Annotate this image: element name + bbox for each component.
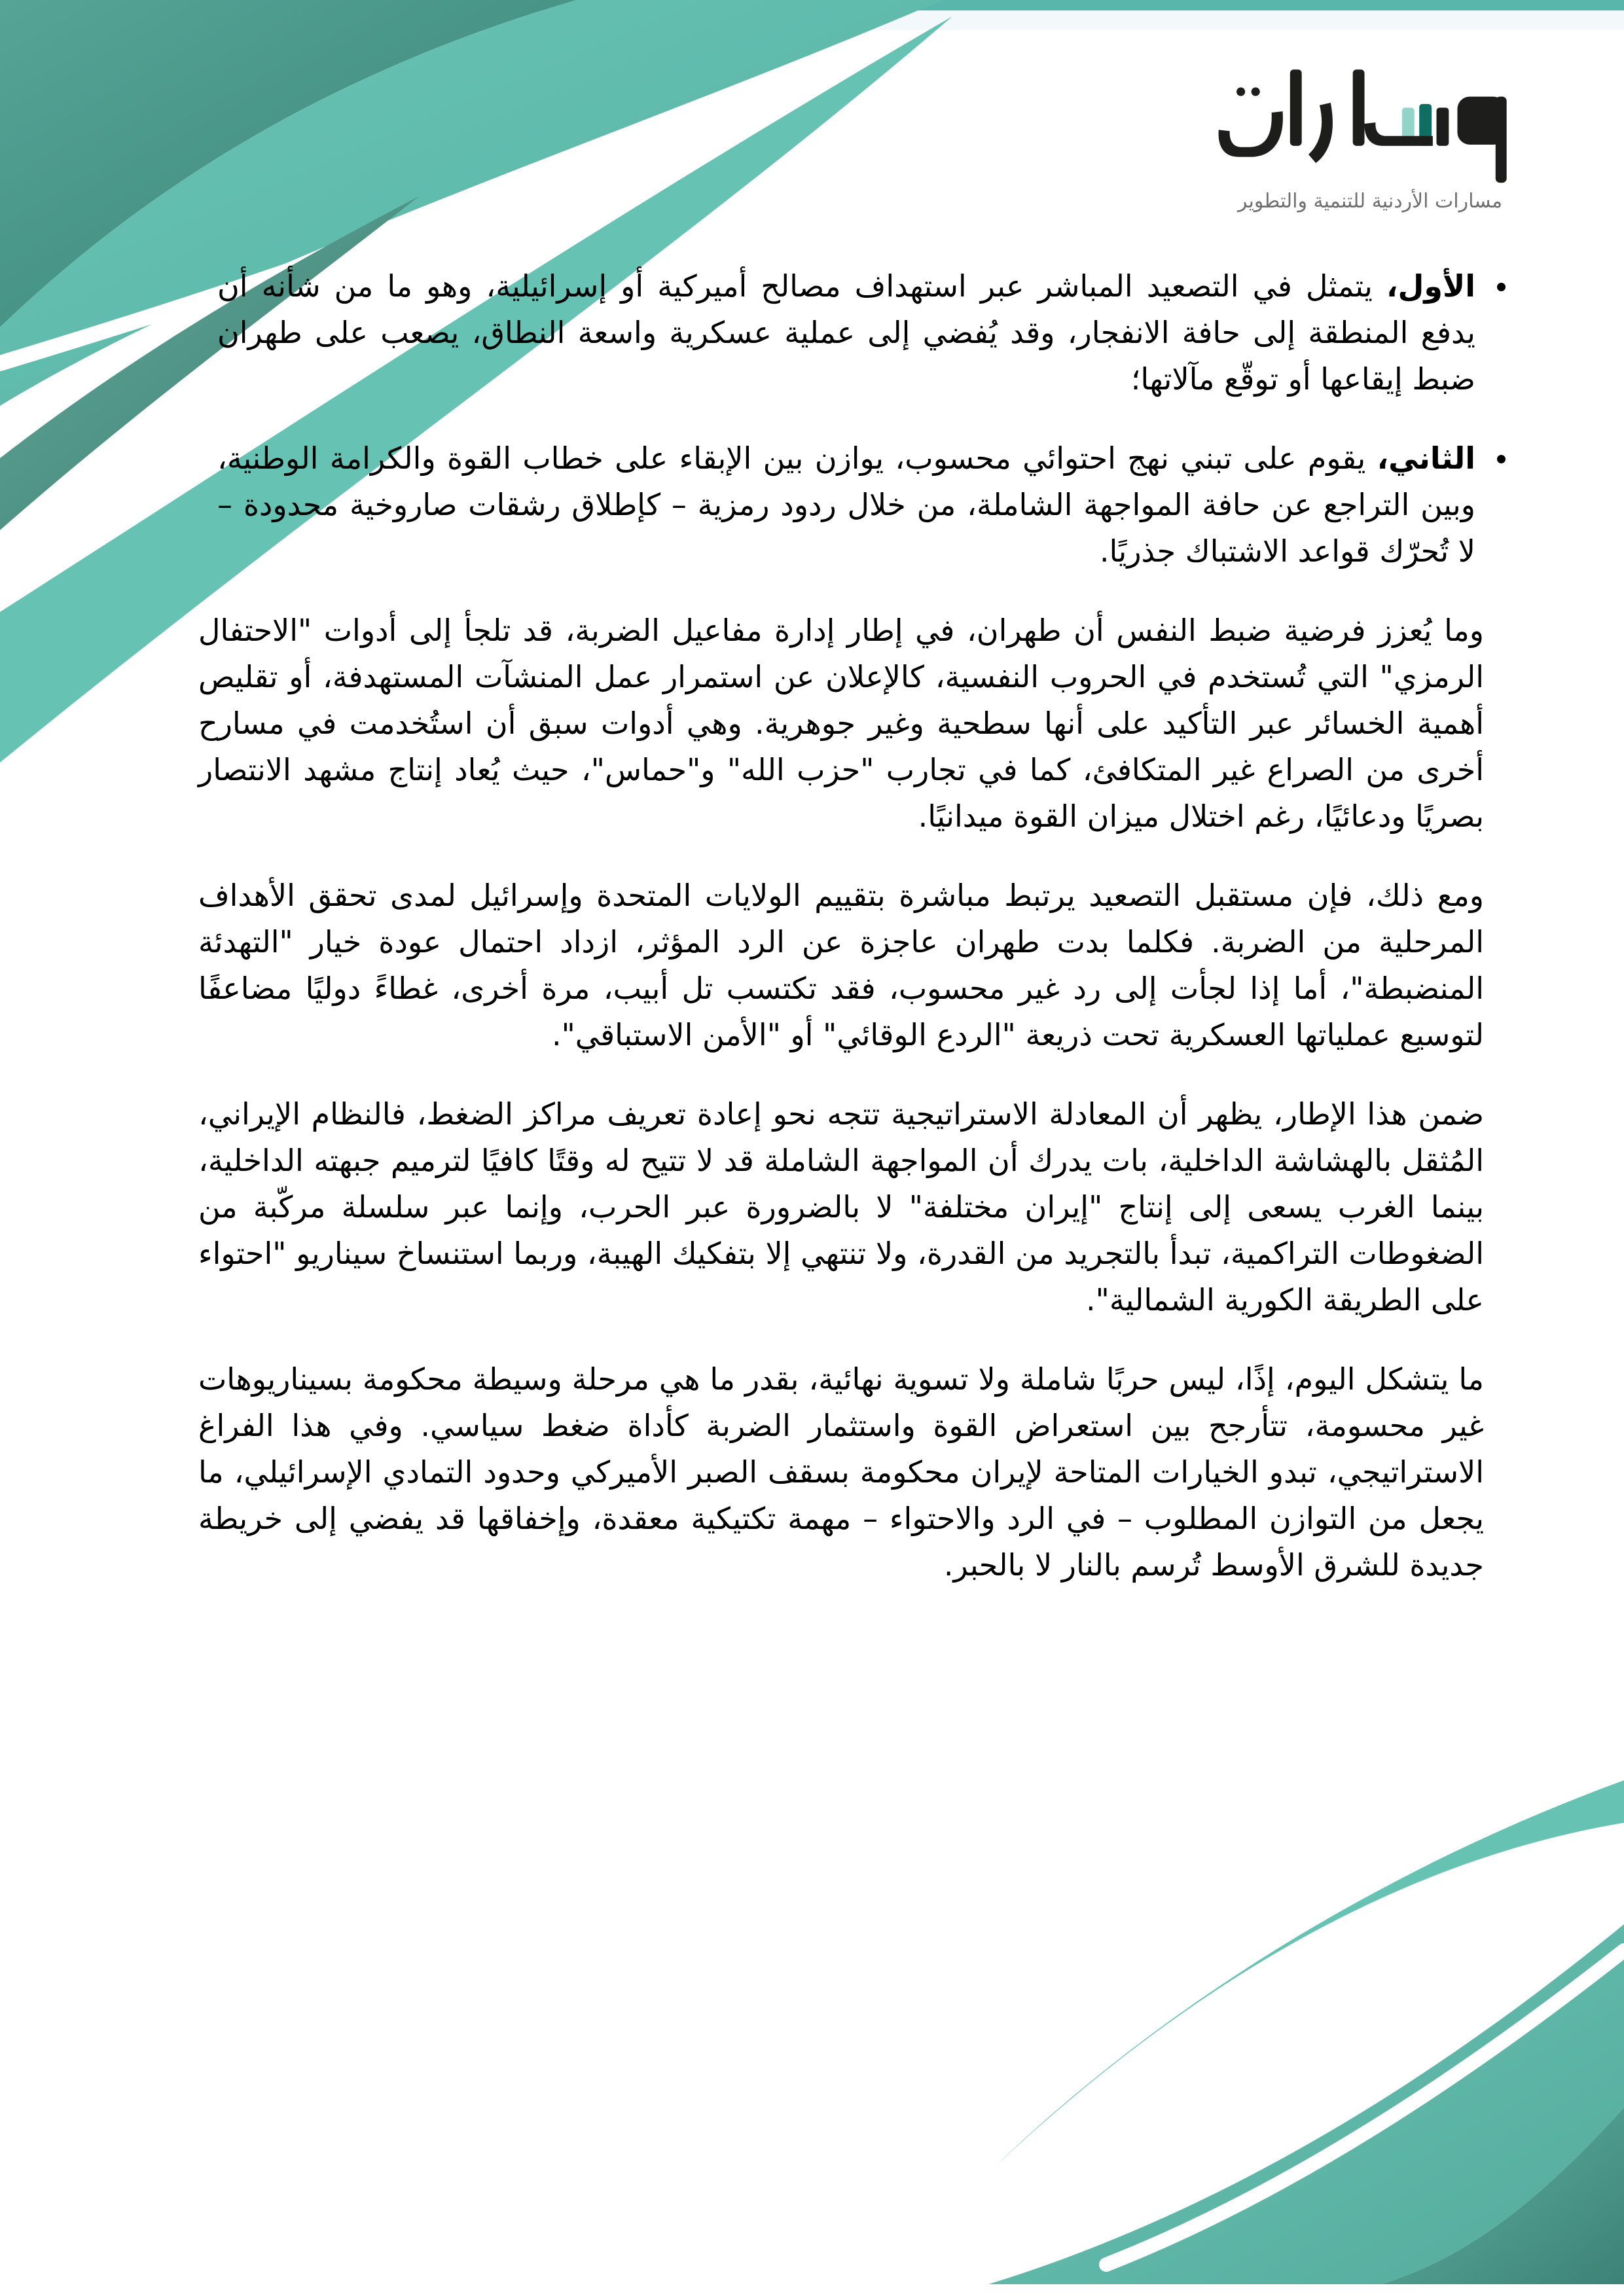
article-body bbox=[198, 263, 1484, 1621]
paragraph: ما يتشكل اليوم، إذًا، ليس حربًا شاملة ولا تسوية نهائية، بقدر ما هي مرحلة وسيطة محكومة بسيناريوهات غير محسومة، تتأرجح بين استعراض القوة واستثمار الضربة كأداة ضغط سياسي. وفي هذا الفراغ الاستراتيجي، تبدو الخيارات المتاحة لإيران محكومة بسقف الصبر الأميركي وحدود التمادي الإسرائيلي، ما يجعل من التوازن المطلوب – في الرد والاحتواء – مهمة تكتيكية معقدة، وإخفاقها قد يفضي إلى خريطة جديدة للشرق الأوسط تُرسم بالنار لا بالحبر. bbox=[198, 1361, 1484, 1583]
masarat-wordmark-icon bbox=[1216, 30, 1524, 196]
bullet-lead: الثاني، bbox=[1377, 440, 1475, 476]
bullet-lead: الأول، bbox=[1386, 268, 1475, 304]
bottom-right-swoosh-decoration bbox=[949, 1734, 1624, 2284]
bullet-paragraph bbox=[217, 263, 1475, 403]
bullet-text: يقوم على تبني نهج احتوائي محسوب، يوازن بين الإبقاء على خطاب القوة والكرامة الوطنية، وبين التراجع عن حافة المواجهة الشاملة، من خلال ردود رمزية – كإطلاق رشقات صاروخية محدودة – لا تُحرّك قواعد الاشتباك جذريًا. bbox=[217, 440, 1475, 569]
bullet-dot bbox=[1497, 455, 1506, 463]
paragraph: ضمن هذا الإطار، يظهر أن المعادلة الاستراتيجية تتجه نحو إعادة تعريف مراكز الضغط، فالنظام الإيراني، المُثقل بالهشاشة الداخلية، بات يدرك أن المواجهة الشاملة قد لا تتيح له وقتًا كافيًا لترميم جبهته الداخلية، بينما الغرب يسعى إلى إنتاج "إيران مختلفة" لا بالضرورة عبر الحرب، وإنما عبر سلسلة مركّبة من الضغوطات التراكمية، تبدأ بالتجريد من القدرة، ولا تنتهي إلا بتفكيك الهيبة، وربما استنساخ سيناريو "احتواء على الطريقة الكورية الشمالية". bbox=[198, 1096, 1484, 1318]
masarat-logo bbox=[1193, 30, 1547, 213]
logo-tagline: مسارات الأردنية للتنمية والتطوير bbox=[1237, 190, 1503, 213]
paragraph: وما يُعزز فرضية ضبط النفس أن طهران، في إطار إدارة مفاعيل الضربة، قد تلجأ إلى أدوات "الاحتفال الرمزي" التي تُستخدم في الحروب النفسية، كالإعلان عن استمرار عمل المنشآت المستهدفة، أو تقليص أهمية الخسائر عبر التأكيد على أنها سطحية وغير جوهرية. وهي أدوات سبق أن استُخدمت في مسارح أخرى من الصراع غير المتكافئ، كما في تجارب "حزب الله" و"حماس"، حيث يُعاد إنتاج مشهد الانتصار بصريًا ودعائيًا، رغم اختلال ميزان القوة ميدانيًا. bbox=[198, 613, 1484, 834]
bullet-dot bbox=[1497, 283, 1506, 291]
list-item bbox=[217, 435, 1475, 575]
bullet-paragraph bbox=[217, 435, 1475, 575]
list-item bbox=[217, 263, 1475, 403]
paragraph: ومع ذلك، فإن مستقبل التصعيد يرتبط مباشرة بتقييم الولايات المتحدة وإسرائيل لمدى تحقق الأهداف المرحلية من الضربة. فكلما بدت طهران عاجزة عن الرد المؤثر، ازداد احتمال عودة خيار "التهدئة المنضبطة"، أما إذا لجأت إلى رد غير محسوب، فقد تكتسب تل أبيب، مرة أخرى، غطاءً دوليًا مضاعفًا لتوسيع عملياتها العسكرية تحت ذريعة "الردع الوقائي" أو "الأمن الاستباقي". bbox=[198, 878, 1484, 1052]
bullet-text: يتمثل في التصعيد المباشر عبر استهداف مصالح أميركية أو إسرائيلية، وهو ما من شأنه أن يدفع المنطقة إلى حافة الانفجار، وقد يُفضي إلى عملية عسكرية واسعة النطاق، يصعب على طهران ضبط إيقاعها أو توقّع مآلاتها؛ bbox=[217, 268, 1475, 397]
